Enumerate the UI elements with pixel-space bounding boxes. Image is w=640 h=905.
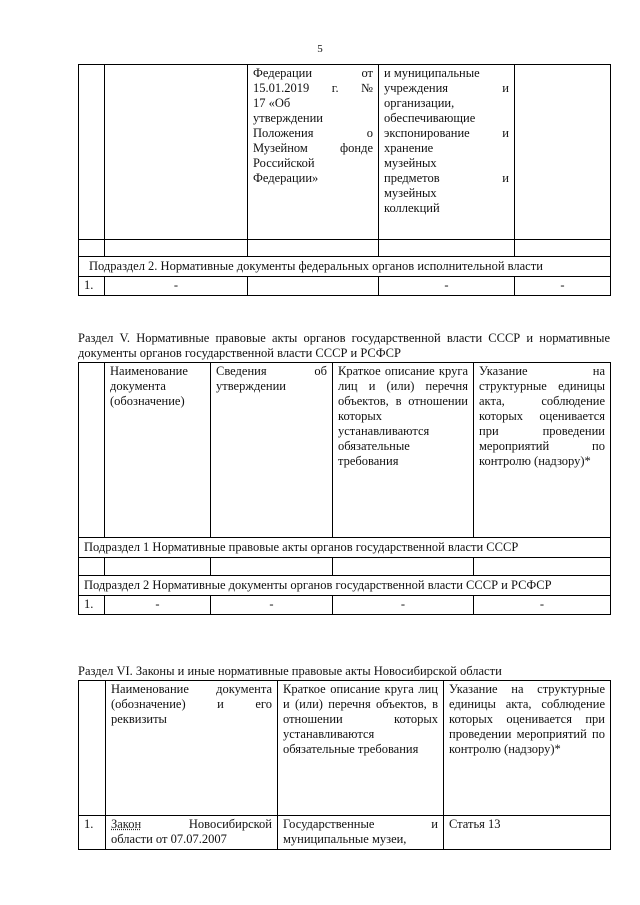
table-header-row xyxy=(79,363,611,538)
header-subjects-description: Краткое описание круга лиц и (или) перечня объектов, в отношении которых устанавливаются обязательные требования xyxy=(333,363,474,538)
subsection-2-title: Подраздел 2 Нормативные документы органов государственной власти СССР и РСФСР xyxy=(79,576,611,596)
table-header-row xyxy=(79,681,611,816)
law-reference-cell: Закон Новосибирской области от 07.07.2007 xyxy=(106,816,278,850)
approval-info-cell: Федерации от 15.01.2019 г. № 17 «Об утверждении Положения о Музейном фонде Российской Федерации» xyxy=(248,65,379,240)
law-link[interactable]: Закон xyxy=(111,817,142,831)
table-section4-continuation xyxy=(78,64,611,296)
header-document-name: Наименование документа (обозначение) xyxy=(105,363,211,538)
header-subjects-description: Краткое описание круга лиц и (или) перечня объектов, в отношении которых устанавливаются обязательные требования xyxy=(278,681,444,816)
subjects-cell: Государственные и муниципальные музеи, xyxy=(278,816,444,850)
subsection-row xyxy=(79,257,611,277)
header-approval-info: Сведения об утверждении xyxy=(211,363,333,538)
section-5-heading: Раздел V. Нормативные правовые акты органов государственной власти СССР и нормативные документы органов государственной власти СССР и РСФСР xyxy=(78,331,610,360)
header-structural-units: Указание на структурные единицы акта, соблюдение которых оценивается при проведении мероприятий по контролю (надзору)* xyxy=(444,681,611,816)
table-row xyxy=(79,240,611,257)
table-row: 1. - - - xyxy=(79,277,611,296)
table-row xyxy=(79,558,611,576)
subsection-row xyxy=(79,538,611,558)
subjects-description-cell: и муниципальные учреждения и организации, обеспечивающие экспонирование и хранение музейных предметов и музейных коллекций xyxy=(379,65,515,240)
article-cell: Статья 13 xyxy=(444,816,611,850)
table-section5 xyxy=(78,362,611,615)
subsection-2-title: Подраздел 2. Нормативные документы федеральных органов исполнительной власти xyxy=(79,257,611,277)
header-document-name: Наименование документа (обозначение) и его реквизиты xyxy=(106,681,278,816)
table-row: 1. Закон Новосибирской области от 07.07.2007 Государственные и муниципальные музеи, Статья 13 xyxy=(79,816,611,850)
subsection-row xyxy=(79,576,611,596)
header-structural-units: Указание на структурные единицы акта, соблюдение которых оценивается при проведении мероприятий по контролю (надзору)* xyxy=(474,363,611,538)
table-row xyxy=(79,65,611,240)
table-section6 xyxy=(78,680,611,850)
table-row: 1. - - - - xyxy=(79,596,611,615)
section-6-heading: Раздел VI. Законы и иные нормативные правовые акты Новосибирской области xyxy=(78,664,502,678)
subsection-1-title: Подраздел 1 Нормативные правовые акты органов государственной власти СССР xyxy=(79,538,611,558)
page-number: 5 xyxy=(317,43,323,55)
